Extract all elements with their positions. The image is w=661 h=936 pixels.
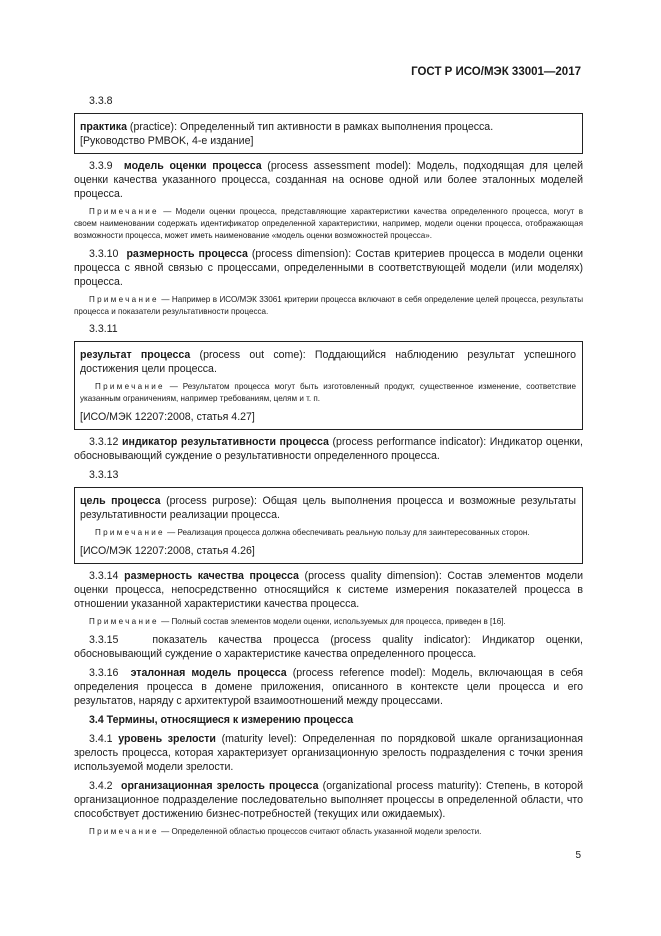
- term-reference: [Руководство PMBOK, 4-е издание]: [80, 135, 254, 147]
- term-note: [80, 527, 576, 539]
- section-heading: 3.4 Термины, относящиеся к измерению процесса: [89, 714, 354, 726]
- note-text: — Реализация процесса должна обеспечивать реальную пользу для заинтересованных сторон.: [167, 528, 530, 537]
- term-entry: [74, 435, 583, 463]
- note-label: Примечание: [95, 528, 165, 537]
- term-def-text: (practice): Определенный тип активности в рамках выполнения процесса.: [129, 121, 494, 133]
- term-note: [80, 381, 576, 405]
- note-label: Примечание: [89, 617, 159, 626]
- term-number: 3.4.1: [89, 733, 113, 745]
- note-label: Примечание: [89, 207, 159, 216]
- term-number: 3.3.9: [89, 160, 113, 172]
- term-def-text: (process quality indicator): Индикатор оценки, обосновывающий суждение о характеристике качества определенного процесса.: [74, 634, 583, 660]
- term-def-text: (organizational process maturity): Степень, в которой организационное подразделение последовательно выполняет процессы в определенной области, что способствует достижению бизнес-потребностей (текущих или ожидаемых).: [74, 780, 583, 820]
- page-content: [74, 90, 583, 842]
- note-label: Примечание: [89, 827, 159, 836]
- term-name: цель процесса: [80, 495, 161, 507]
- term-box-practice: [74, 113, 583, 154]
- term-entry: [74, 247, 583, 289]
- term-def-text: (process performance indicator): Индикатор оценки, обосновывающий суждение о результативности определенного процесса.: [74, 436, 583, 462]
- term-note: [74, 826, 583, 838]
- term-def-text: (process quality dimension): Состав элементов модели оценки процесса, непосредственно относящийся к системе измерения показателей процесса в отношении указанной характеристики качества процесса.: [74, 570, 583, 610]
- term-def-text: (process dimension): Состав критериев процесса в модели оценки процесса с явной связью с процессами, определенными в соответствующей модели (или моделях) процесса.: [74, 248, 584, 288]
- note-text: — Определенной областью процессов считают область указанной модели зрелости.: [161, 827, 482, 836]
- term-entry: [74, 569, 583, 611]
- term-def-text: (maturity level): Определенная по порядковой шкале организационная зрелость процесса, которая характеризует организационную зрелость подразделения с точки зрения используемой модели зрелости.: [74, 733, 583, 773]
- term-def-text: (process purpose): Общая цель выполнения процесса и возможные результаты результативности реализации процесса.: [80, 495, 576, 521]
- standard-header: ГОСТ Р ИСО/МЭК 33001—2017: [411, 66, 581, 78]
- note-text: — Полный состав элементов модели оценки, используемых для процесса, приведен в [16].: [161, 617, 506, 626]
- term-name: результат процесса: [80, 349, 191, 361]
- term-entry: [74, 779, 583, 821]
- term-note: [74, 206, 583, 242]
- term-number: 3.3.12: [89, 436, 119, 448]
- term-entry: [74, 666, 583, 708]
- term-name: организационная зрелость процесса: [120, 780, 319, 792]
- term-definition: [80, 348, 576, 376]
- term-number: 3.3.10: [89, 248, 119, 260]
- term-note: [74, 294, 583, 318]
- term-number: 3.3.8: [89, 95, 113, 107]
- term-entry: [74, 159, 583, 201]
- term-name: практика: [80, 121, 127, 133]
- term-number: 3.3.11: [89, 323, 118, 335]
- term-name: показатель качества процесса: [152, 634, 320, 646]
- term-number: 3.3.16: [89, 667, 119, 679]
- term-note: [74, 616, 583, 628]
- term-definition: [80, 494, 576, 522]
- term-number: 3.3.15: [89, 634, 119, 646]
- term-entry: [74, 633, 583, 661]
- note-label: Примечание: [89, 295, 159, 304]
- term-box-process-purpose: [74, 487, 583, 564]
- term-name: модель оценки процесса: [123, 160, 262, 172]
- term-reference: [ИСО/МЭК 12207:2008, статья 4.27]: [80, 411, 255, 423]
- term-name: размерность качества процесса: [124, 570, 299, 582]
- term-number: 3.3.14: [89, 570, 119, 582]
- note-text: — Модели оценки процесса, представляющие характеристики качества определенного процесса, могут в своем наименовании содержать идентификатор определенной характеристики, например, модели оценки процесса, отображающая возможности процесса, может иметь наименование «модель оценки возможностей процесса».: [74, 207, 583, 240]
- term-box-process-outcome: [74, 341, 583, 430]
- term-def-text: (process assessment model): Модель, подходящая для целей оценки качества указанного процесса, созданная на основе одной или более эталонных моделей процесса.: [74, 160, 583, 200]
- note-text: — Результатом процесса могут быть изготовленный продукт, существенное изменение, соответствие указанным ограничениям, например требованиям, целям и т. п.: [80, 382, 577, 403]
- term-name: эталонная модель процесса: [130, 667, 287, 679]
- term-number: 3.3.13: [89, 469, 119, 481]
- term-entry: [74, 732, 583, 774]
- term-def-text: (process out come): Поддающийся наблюдению результат успешного достижения цели процесса.: [80, 349, 576, 375]
- note-text: — Например в ИСО/МЭК 33061 критерии процесса включают в себя определение целей процесса, результаты процесса и показатели результативности процесса.: [74, 295, 584, 316]
- page-number: 5: [575, 850, 581, 861]
- term-name: уровень зрелости: [118, 733, 216, 745]
- term-name: индикатор результативности процесса: [122, 436, 329, 448]
- term-reference: [ИСО/МЭК 12207:2008, статья 4.26]: [80, 545, 255, 557]
- term-name: размерность процесса: [126, 248, 248, 260]
- term-number: 3.4.2: [89, 780, 113, 792]
- term-definition: [80, 120, 576, 134]
- term-def-text: (process reference model): Модель, включающая в себя определения процесса в домене приложения, описанного в контексте цели процесса и его результатов, наряду с архитектурой взаимоотношений между процессами.: [74, 667, 583, 707]
- note-label: Примечание: [95, 382, 165, 391]
